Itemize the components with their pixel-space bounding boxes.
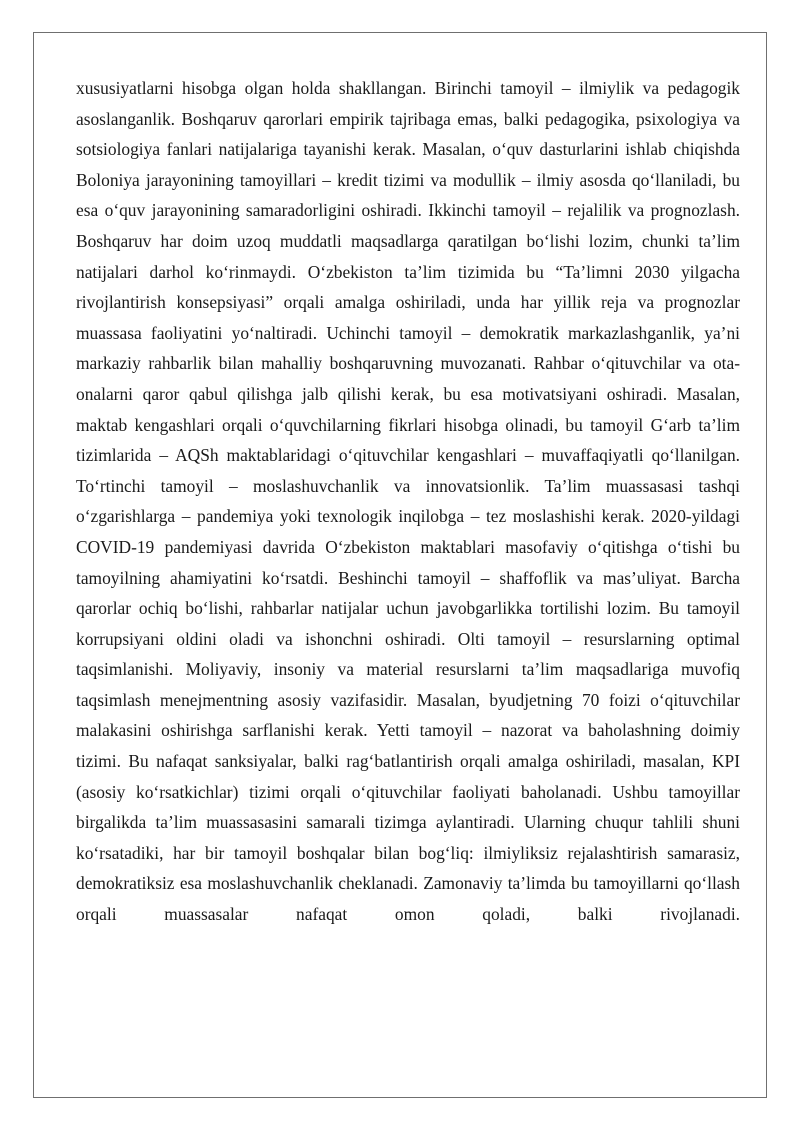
body-paragraph: xususiyatlarni hisobga olgan holda shakllangan. Birinchi tamoyil – ilmiylik va pedagogik asoslanganlik. Boshqaruv qarorlari empirik tajribaga emas, balki pedagogika, psixologiya va sotsiologiya fanlari natijalariga tayanishi kerak. Masalan, o‘quv dasturlarini ishlab chiqishda Boloniya jarayonining tamoyillari – kredit tizimi va modullik – ilmiy asosda qo‘llaniladi, bu esa o‘quv jarayonining samaradorligini oshiradi. Ikkinchi tamoyil – rejalilik va prognozlash. Boshqaruv har doim uzoq muddatli maqsadlarga qaratilgan bo‘lishi lozim, chunki ta’lim natijalari darhol ko‘rinmaydi. O‘zbekiston ta’lim tizimida bu “Ta’limni 2030 yilgacha rivojlantirish konsepsiyasi” orqali amalga oshiriladi, unda har yillik reja va prognozlar muassasa faoliyatini yo‘naltiradi. Uchinchi tamoyil – demokratik markazlashganlik, ya’ni markaziy rahbarlik bilan mahalliy boshqaruvning muvozanati. Rahbar o‘qituvchilar va ota-onalarni qaror qabul qilishga jalb qilishi kerak, bu esa motivatsiyani oshiradi. Masalan, maktab kengashlari orqali o‘quvchilarning fikrlari hisobga olinadi, bu tamoyil G‘arb ta’lim tizimlarida – AQSh maktablaridagi o‘qituvchilar kengashlari – muvaffaqiyatli qo‘llanilgan. To‘rtinchi tamoyil – moslashuvchanlik va innovatsionlik. Ta’lim muassasasi tashqi o‘zgarishlarga – pandemiya yoki texnologik inqilobga – tez moslashishi kerak. 2020-yildagi COVID-19 pandemiyasi davrida O‘zbekiston maktablari masofaviy o‘qitishga o‘tishi bu tamoyilning ahamiyatini ko‘rsatdi. Beshinchi tamoyil – shaffoflik va mas’uliyat. Barcha qarorlar ochiq bo‘lishi, rahbarlar natijalar uchun javobgarlikka tortilishi lozim. Bu tamoyil korrupsiyani oldini oladi va ishonchni oshiradi. Olti tamoyil – resurslarning optimal taqsimlanishi. Moliyaviy, insoniy va material resurslarni ta’lim maqsadlariga muvofiq taqsimlash menejmentning asosiy vazifasidir. Masalan, byudjetning 70 foizi o‘qituvchilar malakasini oshirishga sarflanishi kerak. Yetti tamoyil – nazorat va baholashning doimiy tizimi. Bu nafaqat sanksiyalar, balki rag‘batlantirish orqali amalga oshiriladi, masalan, KPI (asosiy ko‘rsatkichlar) tizimi orqali o‘qituvchilar faoliyati baholanadi. Ushbu tamoyillar birgalikda ta’lim muassasasini samarali tizimga aylantiradi. Ularning chuqur tahlili shuni ko‘rsatadiki, har bir tamoyil boshqalar bilan bog‘liq: ilmiyliksiz rejalashtirish samarasiz, demokratiksiz esa moslashuvchanlik cheklanadi. Zamonaviy ta’limda bu tamoyillarni qo‘llash orqali muassasalar nafaqat omon qoladi, balki rivojlanadi. bbox=[76, 78, 740, 925]
